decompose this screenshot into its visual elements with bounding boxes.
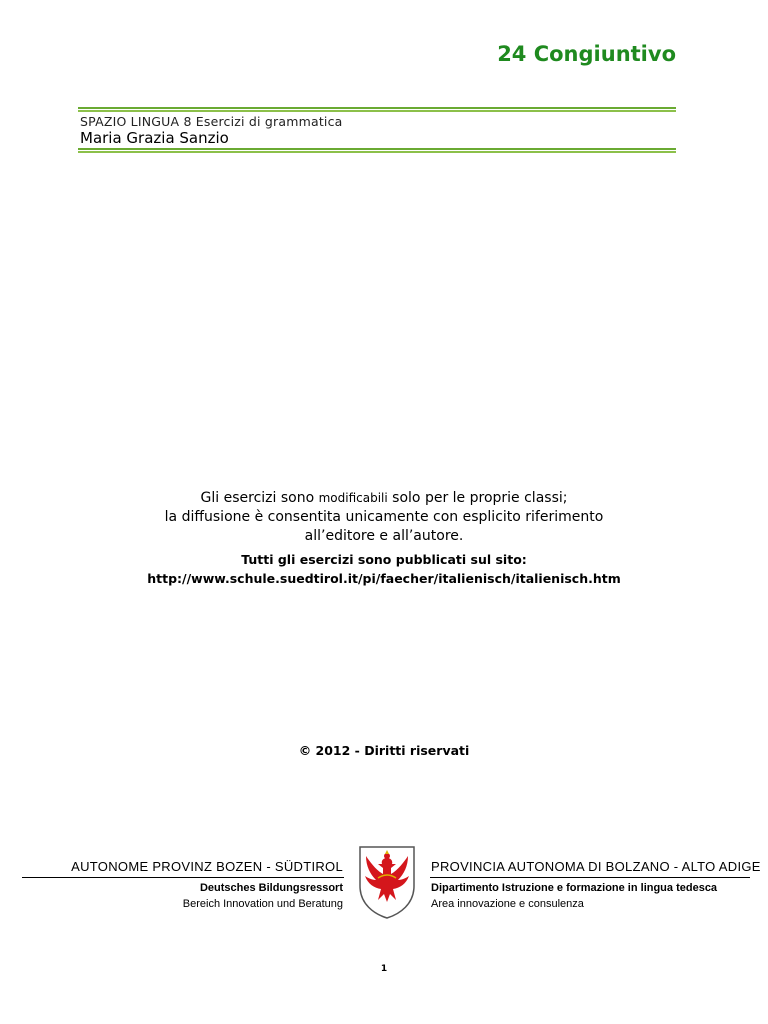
site-intro: Tutti gli esercizi sono pubblicati sul sito:	[241, 552, 527, 567]
notice-modificabili: modificabili	[318, 491, 388, 505]
province-name-it: PROVINCIA AUTONOMA DI BOLZANO - ALTO ADIGE	[431, 859, 761, 874]
page-number: 1	[380, 964, 388, 974]
site-url-link[interactable]: http://www.schule.suedtirol.it/pi/faecher/italienisch/italienisch.htm	[147, 571, 621, 586]
footer-german-block	[71, 858, 343, 912]
header-rule-bottom	[78, 148, 676, 153]
series-label: SPAZIO LINGUA 8 Esercizi di grammatica	[80, 114, 343, 129]
department-de: Deutsches Bildungsressort	[199, 882, 343, 894]
copyright-notice: © 2012 - Diritti riservati	[298, 743, 470, 758]
notice-line-3: all’editore e all’autore.	[304, 528, 464, 544]
author-name: Maria Grazia Sanzio	[80, 129, 229, 147]
area-it: Area innovazione e consulenza	[431, 898, 584, 910]
coat-of-arms-eagle-icon	[356, 844, 418, 920]
area-de: Bereich Innovation und Beratung	[182, 898, 343, 910]
site-info	[0, 550, 768, 588]
department-it: Dipartimento Istruzione e formazione in lingua tedesca	[431, 882, 718, 894]
document-title: 24 Congiuntivo	[497, 42, 676, 66]
usage-notice	[0, 489, 768, 546]
footer-italian-block	[431, 858, 761, 912]
notice-line-2: la diffusione è consentita unicamente con esplicito riferimento	[164, 509, 604, 525]
province-name-de: AUTONOME PROVINZ BOZEN - SÜDTIROL	[71, 859, 343, 874]
header-rule-top	[78, 107, 676, 112]
notice-line-1: Gli esercizi sono modificabili solo per le proprie classi;	[200, 490, 568, 506]
